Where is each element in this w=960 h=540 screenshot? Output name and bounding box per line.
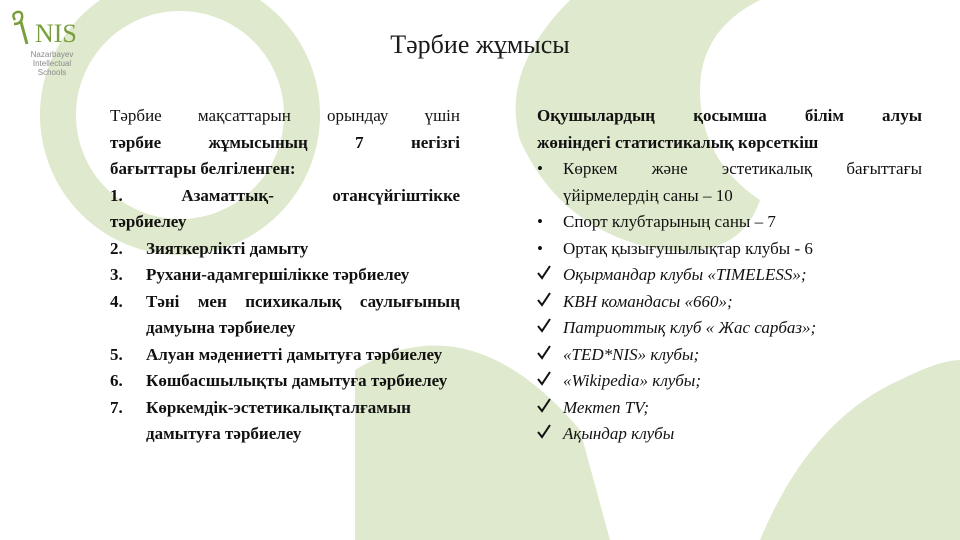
list-item-text: Зияткерлікті дамыту bbox=[146, 238, 309, 258]
logo-subtitle-1: Nazarbayev bbox=[30, 50, 74, 59]
bullet-icon: • bbox=[537, 159, 543, 178]
list-item-1-line-1: 1. Азаматтық- отансүйгіштікке bbox=[110, 185, 460, 205]
bullet-icon: • bbox=[537, 238, 543, 258]
check-text: Мектеп TV; bbox=[563, 397, 650, 417]
list-item-number: 3. bbox=[110, 265, 123, 284]
bullet-text: Көркем және эстетикалық бағыттағы үйірмелердің саны – 10 bbox=[563, 159, 922, 205]
logo-text: NIS bbox=[35, 19, 77, 48]
list-item-text: Алуан мәдениетті дамытуға тәрбиелеу bbox=[146, 344, 443, 364]
page-title: Тәрбие жұмысы bbox=[390, 30, 570, 59]
bullet-item bbox=[537, 156, 922, 209]
stats-heading-line-1: Оқушылардың қосымша білім алуы bbox=[537, 106, 922, 125]
list-item-text: Көркемдік-эстетикалықталғамын дамытуға тәрбиелеу bbox=[146, 397, 411, 443]
bullet-text: Ортақ қызығушылықтар клубы - 6 bbox=[563, 238, 813, 258]
check-text: «Wikipedia» клубы; bbox=[563, 371, 701, 390]
list-item bbox=[110, 236, 460, 263]
list-item-text: Рухани-адамгершілікке тәрбиелеу bbox=[146, 265, 410, 284]
intro-line-2: тәрбие жұмысының 7 негізгі bbox=[110, 132, 460, 152]
bullet-item bbox=[537, 236, 922, 263]
logo-subtitle-2: Intellectual bbox=[32, 59, 72, 68]
checkmark-icon bbox=[537, 315, 563, 342]
checkmark-icon bbox=[537, 342, 563, 369]
checkmark-icon bbox=[537, 368, 563, 395]
check-item bbox=[537, 262, 922, 289]
list-item-number: 2. bbox=[110, 238, 123, 258]
bullet-item bbox=[537, 209, 922, 236]
check-item bbox=[537, 289, 922, 316]
list-item-number: 6. bbox=[110, 371, 123, 390]
list-item bbox=[110, 262, 460, 289]
list-item bbox=[110, 342, 460, 369]
check-item bbox=[537, 342, 922, 369]
check-text: КВН командасы «660»; bbox=[563, 291, 733, 311]
check-text: Ақындар клубы bbox=[563, 424, 675, 443]
list-item-number: 7. bbox=[110, 397, 123, 417]
bullet-text: Спорт клубтарының саны – 7 bbox=[563, 212, 776, 231]
list-item-number: 4. bbox=[110, 291, 123, 311]
check-text: Оқырмандар клубы «TIMELESS»; bbox=[563, 265, 807, 284]
checkmark-icon bbox=[537, 395, 563, 422]
checkmark-icon bbox=[537, 421, 563, 448]
checkmark-icon bbox=[537, 289, 563, 316]
intro-line-3: бағыттары белгіленген: bbox=[110, 159, 296, 178]
bullet-icon: • bbox=[537, 212, 543, 231]
right-column bbox=[537, 103, 922, 448]
check-item bbox=[537, 315, 922, 342]
list-item bbox=[110, 368, 460, 395]
list-item bbox=[110, 289, 460, 342]
check-text: Патриоттық клуб « Жас сарбаз»; bbox=[563, 318, 817, 337]
logo-subtitle-3: Schools bbox=[37, 68, 67, 77]
stats-heading-line-2: жөніндегі статистикалық көрсеткіш bbox=[537, 132, 819, 152]
check-text: «TED*NIS» клубы; bbox=[563, 344, 700, 364]
list-item-text: Көшбасшылықты дамытуға тәрбиелеу bbox=[146, 371, 448, 390]
check-item bbox=[537, 395, 922, 422]
intro-line-1: Тәрбие мақсаттарын орындау үшін bbox=[110, 106, 460, 125]
checkmark-icon bbox=[537, 262, 563, 289]
check-item bbox=[537, 368, 922, 395]
left-column bbox=[110, 103, 460, 448]
list-item-text: Тәні мен психикалық саулығының дамуына тәрбиелеу bbox=[146, 291, 460, 337]
list-item-1-line-2: тәрбиелеу bbox=[110, 212, 187, 231]
list-item bbox=[110, 395, 460, 448]
list-item-number: 5. bbox=[110, 344, 123, 364]
check-item bbox=[537, 421, 922, 448]
